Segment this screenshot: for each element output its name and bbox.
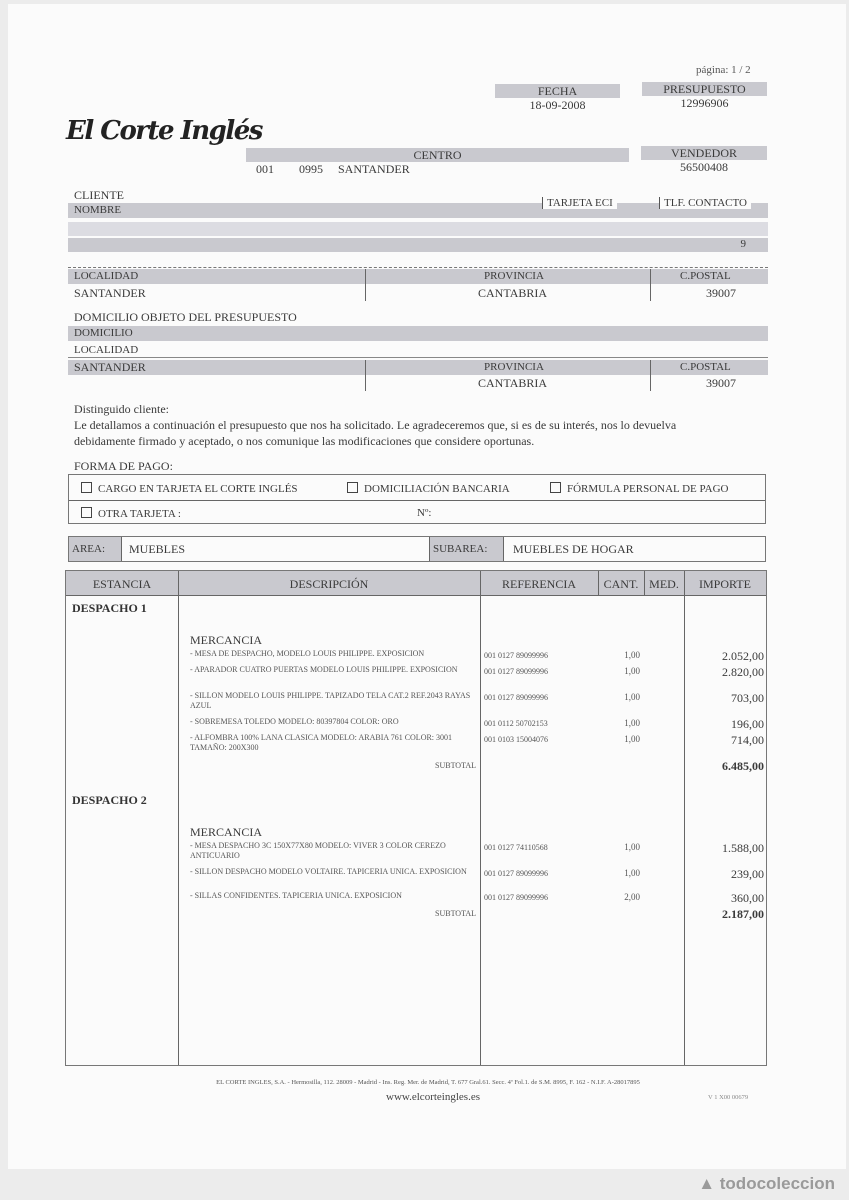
fecha-value: 18-09-2008 bbox=[529, 98, 586, 112]
domicilio-cpostal-label: C.POSTAL bbox=[680, 361, 731, 373]
item-quantity: 2,00 bbox=[624, 892, 640, 902]
item-importe: 360,00 bbox=[731, 891, 764, 905]
domicilio-provincia-value: CANTABRIA bbox=[478, 376, 548, 390]
item-description: - SILLON DESPACHO MODELO VOLTAIRE. TAPICERIA UNICA. EXPOSICION bbox=[190, 867, 467, 876]
checkbox[interactable] bbox=[81, 482, 92, 493]
footer-company: EL CORTE INGLES, S.A. - Hermosilla, 112. 28009 - Madrid - Ins. Reg. Mer. de Madrid, T. 677 Gral.61. Secc. 4ª Fol.1. de S.M. 8995, F. 162 - N.I.F. A-28017895 bbox=[216, 1079, 640, 1086]
item-reference: 001 0127 89099996 bbox=[484, 667, 548, 676]
domicilio-label: DOMICILIO bbox=[74, 327, 133, 339]
centro-code2: 0995 bbox=[299, 162, 323, 176]
domicilio-row bbox=[68, 326, 768, 341]
domicilio-cpostal-value: 39007 bbox=[706, 376, 736, 390]
item-reference: 001 0127 74110568 bbox=[484, 843, 548, 852]
item-quantity: 1,00 bbox=[624, 692, 640, 702]
table-header bbox=[66, 571, 766, 595]
item-reference: 001 0127 89099996 bbox=[484, 893, 548, 902]
item-description: - MESA DE DESPACHO, MODELO LOUIS PHILIPPE. EXPOSICION bbox=[190, 649, 425, 658]
watermark-icon: ▲ bbox=[698, 1174, 716, 1193]
items-table bbox=[65, 570, 767, 1066]
item-importe: 714,00 bbox=[731, 733, 764, 747]
checkbox[interactable] bbox=[347, 482, 358, 493]
domicilio-localidad-label: LOCALIDAD bbox=[74, 344, 139, 356]
pago-opt-domiciliacion[interactable] bbox=[347, 482, 510, 495]
area-label: AREA: bbox=[69, 537, 121, 561]
domicilio-localidad-row bbox=[68, 343, 768, 358]
pago-label: FORMA DE PAGO: bbox=[74, 459, 173, 473]
domicilio-section-label: DOMICILIO OBJETO DEL PRESUPUESTO bbox=[74, 310, 297, 324]
centro-city: SANTANDER bbox=[338, 162, 410, 176]
pago-opt1-label: CARGO EN TARJETA EL CORTE INGLÉS bbox=[98, 483, 298, 495]
pago-opt3-label: FÓRMULA PERSONAL DE PAGO bbox=[567, 483, 729, 495]
item-quantity: 1,00 bbox=[624, 868, 640, 878]
cliente-label: CLIENTE bbox=[74, 188, 124, 202]
centro-code1: 001 bbox=[256, 162, 274, 176]
item-description: - SILLAS CONFIDENTES. TAPICERIA UNICA. EXPOSICION bbox=[190, 891, 402, 900]
pago-opt2-label: DOMICILIACIÓN BANCARIA bbox=[364, 483, 510, 495]
domicilio-prov-values bbox=[68, 375, 768, 391]
item-quantity: 1,00 bbox=[624, 650, 640, 660]
address-number: 9 bbox=[740, 238, 746, 250]
page-number: página: 1 / 2 bbox=[696, 64, 751, 76]
presupuesto-block bbox=[642, 82, 767, 110]
item-quantity: 1,00 bbox=[624, 666, 640, 676]
cliente-address-row1 bbox=[68, 222, 768, 236]
item-quantity: 1,00 bbox=[624, 842, 640, 852]
subtotal-value: 6.485,00 bbox=[722, 759, 764, 773]
cliente-address-row3 bbox=[68, 254, 768, 268]
document-page bbox=[8, 4, 846, 1169]
cliente-localidad-header bbox=[68, 269, 768, 284]
header-importe: IMPORTE bbox=[699, 577, 751, 591]
presupuesto-label: PRESUPUESTO bbox=[642, 82, 767, 96]
vendedor-block bbox=[641, 146, 767, 174]
item-reference: 001 0127 89099996 bbox=[484, 869, 548, 878]
cliente-localidad-values bbox=[68, 285, 768, 301]
watermark bbox=[698, 1174, 835, 1194]
subtotal-label: SUBTOTAL bbox=[435, 761, 476, 770]
localidad-value: SANTANDER bbox=[74, 286, 146, 300]
item-reference: 001 0112 50702153 bbox=[484, 719, 548, 728]
cliente-address-row2 bbox=[68, 238, 768, 252]
item-reference: 001 0127 89099996 bbox=[484, 693, 548, 702]
pago-opt-otra-tarjeta[interactable] bbox=[81, 507, 181, 520]
item-importe: 239,00 bbox=[731, 867, 764, 881]
provincia-label: PROVINCIA bbox=[484, 270, 544, 282]
item-importe: 2.052,00 bbox=[722, 649, 764, 663]
item-description: - SILLON MODELO LOUIS PHILIPPE. TAPIZADO TELA CAT.2 REF.2043 RAYAS AZUL bbox=[190, 691, 471, 710]
header-med: MED. bbox=[649, 577, 679, 591]
area-box bbox=[68, 536, 766, 562]
estancia-label: DESPACHO 1 bbox=[72, 601, 147, 615]
telefono-label: TLF. CONTACTO bbox=[659, 197, 751, 209]
category-label: MERCANCIA bbox=[190, 633, 263, 647]
item-description: - MESA DESPACHO 3C 150X77X80 MODELO: VIVER 3 COLOR CEREZO ANTICUARIO bbox=[190, 841, 446, 860]
subarea-value: MUEBLES DE HOGAR bbox=[513, 542, 634, 556]
centro-value bbox=[246, 162, 629, 176]
item-importe: 703,00 bbox=[731, 691, 764, 705]
item-description: - ALFOMBRA 100% LANA CLASICA MODELO: ARABIA 761 COLOR: 3001 TAMAÑO: 200X300 bbox=[190, 733, 453, 752]
item-quantity: 1,00 bbox=[624, 734, 640, 744]
vendedor-value: 56500408 bbox=[680, 160, 728, 174]
cpostal-value: 39007 bbox=[706, 286, 736, 300]
cpostal-label: C.POSTAL bbox=[680, 270, 731, 282]
subtotal-value: 2.187,00 bbox=[722, 907, 764, 921]
header-cant: CANT. bbox=[603, 577, 639, 591]
pago-box bbox=[68, 474, 766, 524]
centro-block bbox=[246, 148, 629, 176]
subtotal-label: SUBTOTAL bbox=[435, 909, 476, 918]
provincia-value: CANTABRIA bbox=[478, 286, 548, 300]
item-reference: 001 0127 89099996 bbox=[484, 651, 548, 660]
tarjeta-label: TARJETA ECI bbox=[542, 197, 617, 209]
domicilio-localidad-value: SANTANDER bbox=[74, 360, 146, 374]
category-label: MERCANCIA bbox=[190, 825, 263, 839]
footer-code: V 1 X00 00679 bbox=[708, 1094, 749, 1101]
item-importe: 196,00 bbox=[731, 717, 764, 731]
watermark-text: todocoleccion bbox=[719, 1174, 835, 1193]
greeting: Distinguido cliente: bbox=[74, 402, 169, 416]
centro-label: CENTRO bbox=[246, 148, 629, 162]
footer-web[interactable]: www.elcorteingles.es bbox=[386, 1091, 480, 1103]
header-referencia: REFERENCIA bbox=[501, 577, 576, 591]
item-quantity: 1,00 bbox=[624, 718, 640, 728]
domicilio-prov-header bbox=[68, 360, 768, 375]
item-importe: 2.820,00 bbox=[722, 665, 764, 679]
pago-opt4-label: OTRA TARJETA : bbox=[98, 508, 181, 520]
domicilio-provincia-label: PROVINCIA bbox=[484, 361, 544, 373]
letter-line1: Le detallamos a continuación el presupuesto que nos ha solicitado. Le agradeceremos que, si es de su interés, nos lo devuelva bbox=[74, 418, 677, 432]
pago-opt-tarjeta-eci[interactable] bbox=[81, 482, 298, 495]
vendedor-label: VENDEDOR bbox=[641, 146, 767, 160]
item-reference: 001 0103 15004076 bbox=[484, 735, 548, 744]
item-description: - SOBREMESA TOLEDO MODELO: 80397804 COLOR: ORO bbox=[190, 717, 399, 726]
nombre-label: NOMBRE bbox=[74, 204, 122, 216]
presupuesto-value: 12996906 bbox=[680, 96, 729, 110]
checkbox[interactable] bbox=[81, 507, 92, 518]
fecha-block bbox=[495, 84, 620, 112]
logo: El Corte Inglés bbox=[66, 116, 262, 146]
estancia-label: DESPACHO 2 bbox=[72, 793, 147, 807]
area-value: MUEBLES bbox=[129, 542, 186, 556]
localidad-label: LOCALIDAD bbox=[74, 270, 139, 282]
header-descripcion: DESCRIPCIÓN bbox=[289, 577, 369, 591]
pago-opt-formula[interactable] bbox=[550, 482, 728, 495]
item-description: - APARADOR CUATRO PUERTAS MODELO LOUIS PHILIPPE. EXPOSICION bbox=[190, 665, 458, 674]
item-importe: 1.588,00 bbox=[722, 841, 764, 855]
header-estancia: ESTANCIA bbox=[92, 577, 152, 591]
checkbox[interactable] bbox=[550, 482, 561, 493]
letter-line2: debidamente firmado y aceptado, o nos comunique las modificaciones que considere oportunas. bbox=[74, 434, 535, 448]
pago-num-label: Nº: bbox=[417, 507, 432, 519]
fecha-label: FECHA bbox=[495, 84, 620, 98]
subarea-label: SUBAREA: bbox=[429, 537, 503, 561]
